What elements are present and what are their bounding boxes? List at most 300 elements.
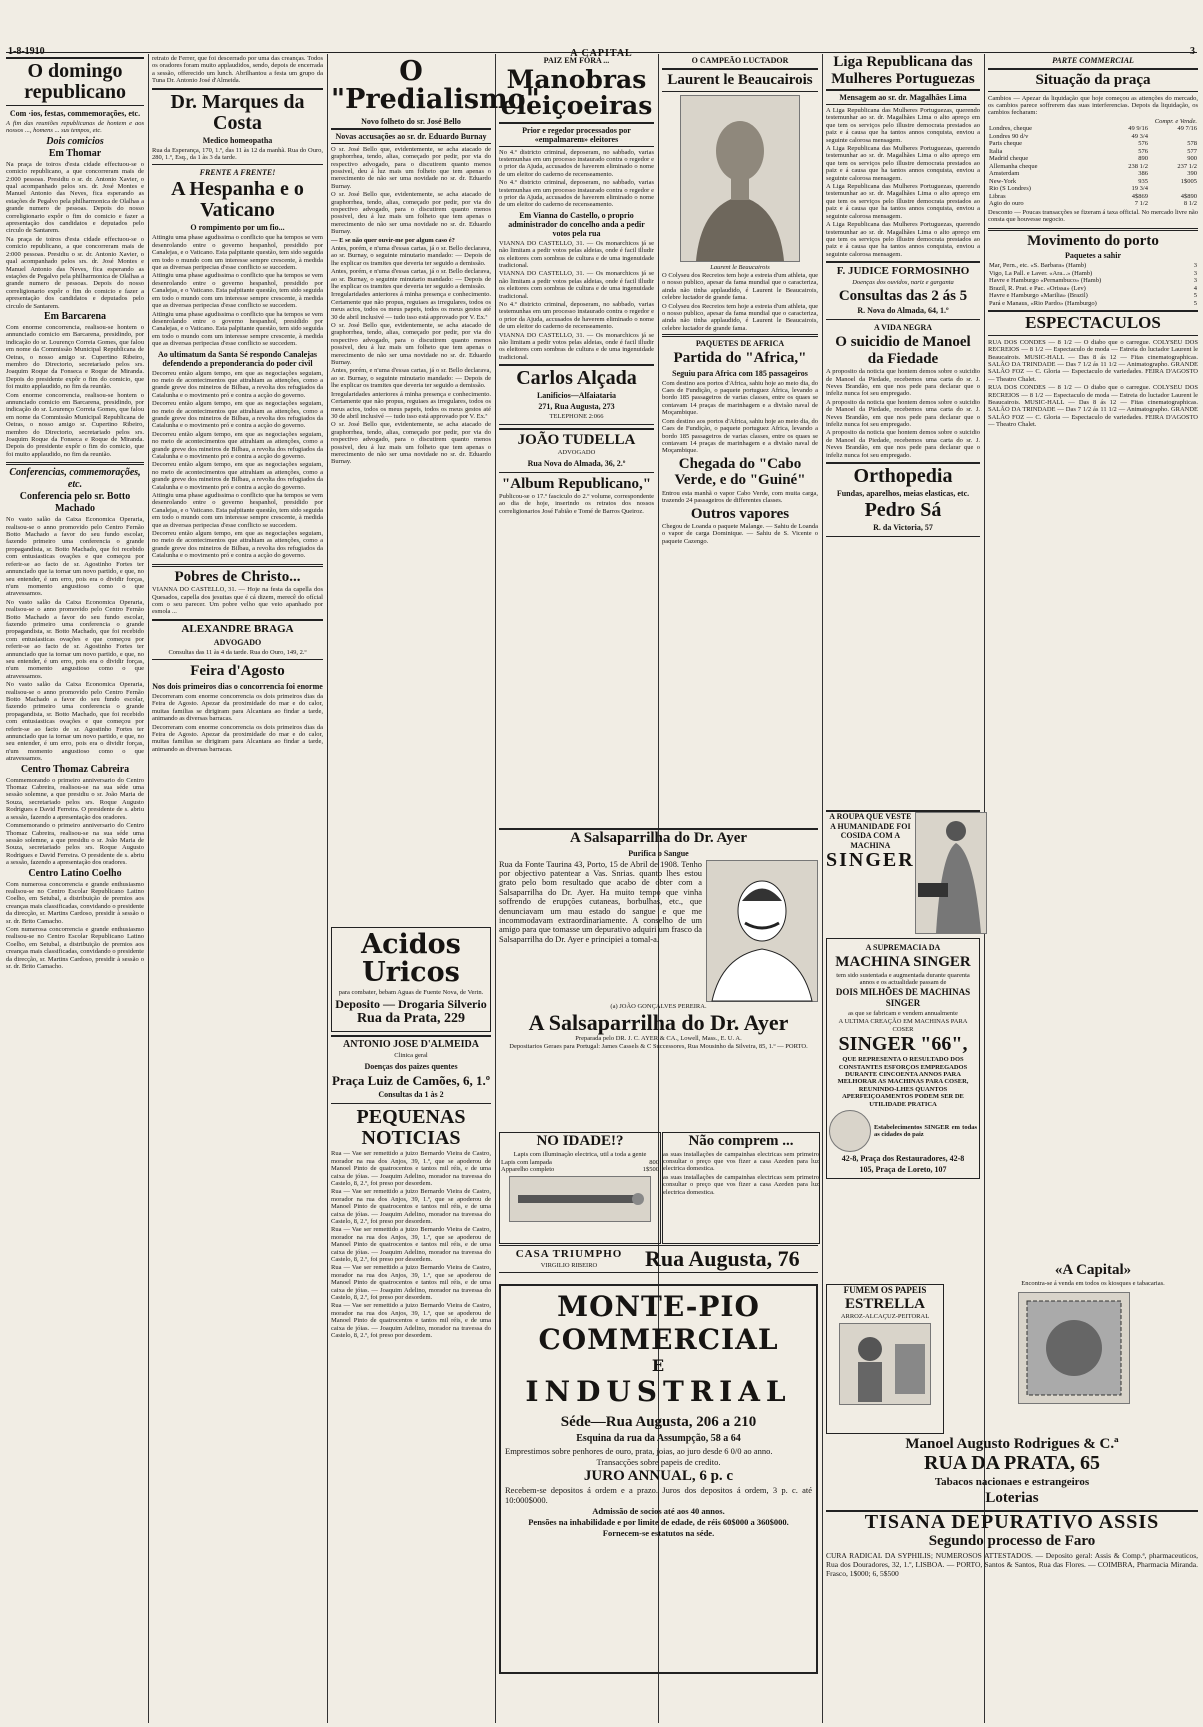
- text-chegada: Entrou esta manhã o vapor Cabo Verde, com muita carga, trazendo 24 passageiros de differentes classes.: [662, 489, 818, 505]
- section-vida-negra: A VIDA NEGRA: [873, 323, 933, 333]
- section-paquetes: PAQUETES DE AFRICA: [662, 334, 818, 348]
- headline-partida: Partida do "Africa,": [673, 350, 807, 367]
- text-latino-2: Com numerosa concorrencia e grande enthusiasmo realisou-se no Centro Escolar Republicano Latino Coelho, em Setubal, a distribuição de premios aos creanças mais classificadas, convidando o presidente da direcção, sr. Martins Cardoso, presidir à sessão o sr. dr. Brito Camacho.: [6, 925, 144, 970]
- text-partida: Com destino aos portos d'Africa, sahiu hoje ao meio dia, do Caes de Fundição, o paquete portuguez Africa, levando a bordo 185 passageiros de varias classes, entre os quaes se contavam 14 praças de marinhagem e a divisão naval de Moçambique.: [662, 379, 818, 417]
- alcada-name: Carlos Alçada: [516, 367, 637, 390]
- ayer-head: A Salsaparrilha do Dr. Ayer: [569, 830, 748, 846]
- rate-row: [988, 170, 1198, 178]
- montepio-sede: Séde—Rua Augusta, 206 a 210: [560, 1414, 757, 1430]
- steamer-day: 3: [1193, 277, 1197, 285]
- montepio-text-3: Recebem-se depositos á ordem e a prazo. Juros dos depositos á ordem, 3 p. c. até 10:000$000.: [505, 1485, 812, 1505]
- column-6: [826, 54, 980, 824]
- text-hespanha-6: Decorreu então algum tempo, em que as negociações seguiam, no meio de acontecimentos que attrahiam as attenções, como a grande greve dos mineiros de Bilbau, a revolta dos refugiados da Catalunha e o movimento pró e contra a acção do governo.: [152, 430, 323, 460]
- text-hespanha-7: Decorreu então algum tempo, em que as negociações seguiam, no meio de acontecimentos que attrahiam as attenções, como a grande greve dos mineiros de Bilbau, a revolta dos refugiados da Catalunha e o movimento pró e contra a acção do governo.: [152, 461, 323, 491]
- headline-liga: Liga Republicana das Mulheres Portuguezas: [831, 54, 975, 87]
- rates-header-cell: Compr. e Vende.: [1154, 117, 1197, 125]
- text-hespanha-2: Attingiu uma phase agudissima o conflicto que ha tempos se vem desenrolando entre o governo hespanhol, presidido por Canalejas, e o Vaticano. Esta palpitante questão, tem sido seguida em todo o mundo com um interesse sempre crescente, à medida que as diversas peripecias d'esse conflicto se succedem.: [152, 272, 323, 310]
- laurent-illustration: [681, 96, 799, 261]
- rate-label: Madrid cheque: [989, 155, 1029, 163]
- ad-marques-costa: [152, 88, 323, 166]
- manoel-name: Manoel Augusto Rodrigues & C.ª: [905, 1436, 1119, 1452]
- almeida-text: Doenças dos paizes quentes: [364, 1061, 458, 1071]
- laurent-portrait: [680, 95, 800, 262]
- rate-label: Paris cheque: [989, 140, 1023, 148]
- text-feira: Decorreram com enorme concorrencia os dois primeiros dias da Feira de Agosto. Apezar da proximidade do mar e do calor, muitas familias se dirigiram para Alcantara ao findar a tarde, animando as diversas barracas.: [152, 692, 323, 723]
- steamer-row: [988, 262, 1198, 270]
- steamer-row: [988, 270, 1198, 278]
- ayer-big-head: A Salsaparrilha do Dr. Ayer: [528, 1009, 789, 1035]
- doctor-name: Dr. Marques da Costa: [170, 90, 305, 134]
- singer-text-2: as que se fabricam e vendem annualmente: [848, 1009, 958, 1017]
- column-7: [988, 54, 1198, 824]
- judice-address: R. Nova do Almada, 64, 1.º: [857, 306, 949, 316]
- montepio-line-1: MONTE-PIO COMMERCIAL: [538, 1290, 779, 1356]
- tisana-text: CURA RADICAL DA SYPHILIS; NUMEROSOS ATTESTADOS. — Deposito geral: Assis & Comp.ª, pharmaceuticos, Rua dos Douradores, 32, 1.º, LISBOA. — PORTO, Santos & Santos, Rua das Flores. — COIMBRA, Pharmacia Miranda. Frasco, 1$000; 6, 5$500: [826, 1550, 1198, 1578]
- almeida-hours: Consultas da 1 às 2: [378, 1090, 444, 1100]
- text-predialismo-6: O sr. José Bello que, evidentemente, se acha atacado de graphorrhea, tendo, alias, começado por pedir, por via do respectivo advogado, para o discutirem quanto menos possivel, deu á luz mais um folheto que tem apenas o merecimento de não ser uma novidade no sr. dr. Eduardo Burnay.: [331, 322, 491, 367]
- column-3: [331, 54, 540, 924]
- rate-value: 386: [1138, 170, 1148, 178]
- ayer-sub: Purifica o Sangue: [628, 848, 689, 858]
- manoel-text: Tabacos nacionaes e estrangeiros: [934, 1475, 1090, 1488]
- text-suicidio: A proposito da noticia que hontem demos sobre o suicidio de Manoel da Piedade, recebemos uma carta do sr. J. Neves Brandão, em que nos pede para declarar que o infeliz nunca foi seu empregado.: [826, 368, 980, 398]
- steamer-route: Havre e Hamburgo «Marilia» (Brazil): [989, 292, 1088, 300]
- rate-row: [988, 185, 1198, 193]
- text-liga: A Liga Republicana das Mulheres Portuguezas, querendo testemunhar ao sr. dr. Magalhães Lima o alto apreço em que tem os serviços pelo illustre democrata prestados ao paiz e á causa que ha tantos annos conquista, enviou a seguinte calorosa mensagem.: [826, 107, 980, 144]
- headline-movimento: Movimento do porto: [988, 228, 1198, 250]
- singer-text-4: QUE REPRESENTA O RESULTADO DOS CONSTANTES ESFORÇOS EMPREGADOS DURANTE CINCOENTA ANNOS PARA MELHORAR AS MACHINAS PARA COSER, REUNINDO-LHES QUANTOS APERFEIÇOAMENTOS PODEM SER DE UTILIDADE PRATICA: [837, 1056, 969, 1108]
- subhead-hespanha-2: Ao ultimatum da Santa Sé respondo Canalejas defendendo a preponderancia do poder civil: [158, 349, 317, 368]
- rate-row: [988, 125, 1198, 133]
- text-vianna-4: VIANNA DO CASTELLO, 31. — Os monarchicos já se não limitam a pedir votos pelas aldeias, onde é facil illudir os eleitores com sombras de cultura e de uma ingenuidade tradicional.: [499, 331, 654, 361]
- text-pequenas-4: Rua — Vae ser remettido a juizo Bernardo Vieira de Castro, morador na rua dos Anjos, 39, 1.º, que se apoderou de Manoel Pinto de quatrocentos e tantos mil réis, e de uma caixa de jóias. — Joaquim Adelino, morador na travessa do Castelo, 8, 2.º, foi preso por desordem.: [331, 1264, 491, 1301]
- rate-value: 49 3/4: [1131, 132, 1148, 140]
- braga-text: Consultas das 11 às 4 da tarde. Rua do Ouro, 149, 2.º: [168, 649, 307, 656]
- ayer-signature: (a) JOÃO GONÇALVES PEREIRA.: [610, 1002, 707, 1010]
- text-cabreira-2: Commemorando o primeiro anniversario do Centro Thomaz Cabreira, realisou-se na sua séde uma sessão solemne, a que presidiu o sr. João Maria de Souza, secretariado pelos srs. Roque Augusto Rodrigues e David Ferreira. O presidente de s. abriu a sessão, fazendo a apresentação dos oradores.: [6, 822, 144, 867]
- text-predialismo-3: Antes, porém, e n'uma d'essas cartas, já o sr. Bello declarava, ao sr. Burnay, o seguinte minutario mandado: — Depois de lhe explicar os tramites que deveria ter seguido a demissão.: [331, 244, 491, 267]
- text-hespanha-9: Decorreu então algum tempo, em que as negociações seguiam, no meio de acontecimentos que attrahiam as attenções, como a grande greve dos mineiros de Bilbau, a revolta dos refugiados da Catalunha e o movimento pró e contra a acção do governo.: [152, 530, 323, 560]
- page-number: 3: [1190, 46, 1195, 57]
- headline-hespanha: A Hespanha e o Vaticano: [171, 178, 304, 222]
- ortho-head: Orthopedia: [853, 465, 953, 488]
- singer-lady-illustration: [915, 812, 987, 934]
- almeida-address: Praça Luiz de Camões, 6, 1.º: [331, 1072, 491, 1088]
- steamer-day: 5: [1193, 299, 1197, 307]
- text-cambios: Cambios — Apezar da liquidação que hoje começou as attenções do mercado, os cambios parece soffrerem das suas interferencias. Depois da liquidação, os cambios fecharam:: [988, 94, 1198, 117]
- rate-value: 577: [1187, 147, 1197, 155]
- text-thomar: Na praça de toiros d'esta cidade effectuou-se o comicio republicano, a que concorreram mais de 2:000 pessoas. Presidiu o sr. dr. Antonio Xavier, o qual acompanhado pelos srs. dr. José Montes e Manuel Antonio das Neves, fica esperando as estações de Pegalvo pela philharmonica de Olalhas a grande numero de pessoas. Depois do nosso correligionario expôr o fim do comicio e fazer a apresentação dos candidatos e deputados pelo circulo de Santarem.: [6, 160, 144, 235]
- ayer-text: Rua da Fonte Taurina 43, Porto, 15 de Abril de 1908. Tenho por objectivo patentear a Vas. Snrias. quanto lhes estou grato pelo bom resultado que acabo de obter com a Salsaparrilha do Dr. Ayer. Ha muito tempo que vinha soffrendo de erupções cutaneas, borbulhas, etc., que denunciavam um mau estado do sangue e que me incommodavam extraordinariamente. A conselho de um amigo para que tomasse um depurativo adquiri um frasco da Salsaparrilha do Dr. Ayer e principiei a tomal-a.: [499, 859, 702, 944]
- subhead-partida: Seguiu para Africa com 185 passageiros: [672, 368, 808, 378]
- text-botto-2: No vasto salão da Caixa Economica Operaria, realisou-se o anno promovido pelo Centro Fernão Botto Machado a favor do seu fundo escolar, fazendo primeiro uma conferencia o grande propagandista, sr. Botto Machado, que foi recebido com entusiasticas ovações e que começou por referir-se ao facto de sr. Agostinho Fortes ter annunciado que ia tornar um novo partido, e que, no seu entender, é um erro, pois era o dividir forças, n'um momento angustioso como o que atravessamos.: [6, 598, 144, 680]
- novidade-head: NO IDADE!?: [536, 1133, 624, 1149]
- singer-brand: SINGER: [826, 849, 915, 872]
- novidade-text: Lapis com illuminação electrica, util a toda a gente: [513, 1150, 647, 1158]
- capital-head: «A Capital»: [1054, 1262, 1132, 1278]
- tudella-title: ADVOGADO: [557, 449, 596, 457]
- text-partida-2: Com destino aos portos d'Africa, sahiu hoje ao meio dia, do Caes de Fundição, o paquete portuguez Africa, levando a bordo 185 passageiros de varias classes, entre os quaes se contavam 14 praças de marinhagem e a divisão naval de Moçambique.: [662, 417, 818, 455]
- judice-title: Doenças dos ouvidos, nariz e garganta: [852, 279, 954, 287]
- rate-value: 576: [1138, 147, 1148, 155]
- casa-owner: VIRGILIO RIBEIRO: [540, 1261, 598, 1269]
- text-liga-2: A Liga Republicana das Mulheres Portuguezas, querendo testemunhar ao sr. dr. Magalhães Lima o alto apreço em que tem os serviços pelo illustre democrata prestados ao paiz e á causa que ha tantos annos conquista, enviou a seguinte calorosa mensagem.: [826, 145, 980, 182]
- steamer-row: [988, 277, 1198, 285]
- ayer-maker: Preparada pelo DR. J. C. AYER & CA., Lowell, Mass., E. U. A.: [575, 1035, 742, 1042]
- section-botto-machado: Conferencia pelo sr. Botto Machado: [19, 491, 131, 515]
- text-predialismo-5: Irregularidades anteriores á minha presença e conhecimento. Certamente que não propus, reguiaes as irregulares, todos os meus actos, todos os meus papeis, todos os meus gestos até 30 de abril inclusivé — tudo isso está approvado por V. Ex.ª: [331, 291, 491, 321]
- novidade-prices: [500, 1159, 660, 1174]
- text-barcarena: Com enorme concorrencia, realisou-se hontem o annunciado comicio em Barcarena, presidindo, por indicação do sr. Lourenço Correia Gomes, que falou em nome da Commissão Municipal Republicana de Oeiras, o nosso amigo sr. Cupertino Ribeiro, membro do Directorio, secretariado pelos srs. Joaquim Roque da Fonseca e Roque de Miranda. Depois do presidente expôr o fim do comicio, que foi muito applaudido, no fim da reunião.: [6, 323, 144, 391]
- steamer-day: 5: [1193, 292, 1197, 300]
- ad-casa-triumpho: [499, 1245, 818, 1273]
- text-pequenas-5: Rua — Vae ser remettido a juizo Bernardo Vieira de Castro, morador na rua dos Anjos, 39, 1.º, que se apoderou de Manoel Pinto de quatrocentos e tantos mil réis, e de uma caixa de jóias. — Joaquim Adelino, morador na travessa do Castelo, 8, 2.º, foi preso por desordem.: [331, 1302, 491, 1340]
- singer-millions: DOIS MILHÕES DE MACHINAS SINGER: [835, 987, 971, 1009]
- judice-name: F. JUDICE FORMOSINHO: [836, 265, 970, 278]
- rate-value: 238 1/2: [1128, 162, 1148, 170]
- text-predialismo-9: O sr. José Bello que, evidentemente, se acha atacado de graphorrhea, tendo, alias, começado por pedir, por via do respectivo advogado, para o discutirem quanto menos possivel, deu á luz mais um folheto que tem apenas o merecimento de não ser uma novidade no sr. dr. Eduardo Burnay.: [331, 421, 491, 466]
- rate-label: Londres, cheque: [989, 125, 1032, 133]
- capital-text: Encontra-se á venda em todos os kiosques e tabacarias.: [1021, 1279, 1165, 1287]
- acidos-address: Rua da Prata, 229: [356, 1011, 466, 1027]
- text-thomar-2: Na praça de toiros d'esta cidade effectuou-se o comicio republicano, a que concorreram mais de 2:000 pessoas. Presidiu o sr. dr. Antonio Xavier, o qual acompanhado pelos srs. dr. José Montes e Manuel Antonio das Neves, fica esperando as estações de Pegalvo pela philharmonica de Olalhas a grande numero de pessoas. Depois do nosso correligionario expôr o fim do comicio e fazer a apresentação dos candidatos e deputados pelo circulo de Santarem.: [6, 235, 144, 310]
- montepio-text-1: Emprestimos sobre penhores de ouro, prata, joias, ao juro desde 6 0/0 ao anno.: [505, 1445, 773, 1456]
- estrella-brand: ESTRELLA: [844, 1295, 926, 1312]
- rate-value: 4$869: [1131, 192, 1148, 200]
- ad-acidos-uricos: [331, 927, 491, 1032]
- masthead: [6, 8, 1197, 59]
- alcada-sub: Lanificios—Alfaiataria: [536, 391, 617, 401]
- column-1: [6, 54, 144, 1723]
- kicker-commercial: PARTE COMMERCIAL: [1052, 56, 1134, 65]
- text-manobras-2: No 4.º districto criminal, deposeram, no sabbado, varias testemunhas em um processo instaurado contra o regedor e o prior da Ajuda, accusados de haverem eliminado o nome de um eleitor do caderno de recenseamento.: [499, 179, 654, 209]
- text-vianna: VIANNA DO CASTELLO, 31. — Os monarchicos já se não limitam a pedir votos pelas aldeias, onde é facil illudir os eleitores com sombras de cultura e de uma ingenuidade tradicional.: [499, 239, 654, 269]
- montepio-text-4: Admissão de socios até aos 40 annos.: [592, 1506, 725, 1516]
- tudella-address: Rua Nova do Almada, 36, 2.º: [527, 458, 626, 468]
- laurent-caption: Laurent le Beaucairois: [710, 263, 770, 271]
- text-laurent-2: O Colyseu dos Recreios tem hoje a estreia d'um athleta, que o nosso publico, apesar da fama mundial que o caracteriza, ainda não tinha applaudido, é Laurent le Beaucairois, celebre luctador de grande fama.: [662, 302, 818, 332]
- estrella-illustration: [839, 1323, 931, 1405]
- tisana-sub: Segundo processo de Faro: [928, 1533, 1096, 1549]
- column-4: [499, 54, 654, 824]
- headline-situacao: Situação da praça: [988, 68, 1198, 92]
- acidos-text: para combater, bebam Aguas de Fuente Nova, de Verin.: [338, 988, 484, 996]
- rate-value: 8 1/2: [1183, 200, 1197, 208]
- ad-alexandre-braga: [152, 619, 323, 661]
- steamer-route: Vigo, La Pall. e Laver. «Ara...» (Hamb): [989, 269, 1093, 277]
- headline-manobras: Manobras eleiçoeiras: [500, 65, 653, 121]
- rate-value: 7 1/2: [1134, 200, 1148, 208]
- smoker-icon: [840, 1324, 930, 1404]
- text-suicidio-3: A proposito da noticia que hontem demos sobre o suicidio de Manoel da Piedade, recebemos uma carta do sr. J. Neves Brandão, em que nos pede para declarar que o infeliz nunca foi seu empregado.: [826, 429, 980, 459]
- ad-manoel-rodrigues: [826, 1436, 1198, 1508]
- acidos-deposito: Deposito — Drogaria Silverio: [335, 997, 487, 1012]
- rate-value: 935: [1138, 177, 1148, 185]
- ad-salsaparrilha-ayer: [499, 828, 818, 1132]
- text-predialismo-4: Antes, porém, e n'uma d'essas cartas, já o sr. Bello declarava, ao sr. Burnay, o seguinte minutario mandado: — Depois de lhe explicar os tramites que deveria ter seguido a demissão.: [331, 268, 491, 290]
- headline-album: "Album Republicano,": [501, 475, 652, 492]
- steamer-route: Havre e Hamburgo «Pernambuco» (Hamb): [989, 277, 1102, 285]
- steamer-row: [988, 292, 1198, 300]
- text-hespanha-4: Decorreu então algum tempo, em que as negociações seguiam, no meio de acontecimentos que attrahiam as attenções, como a grande greve dos mineiros de Bilbau, a revolta dos refugiados da Catalunha e o movimento pró e contra a acção do governo.: [152, 369, 323, 399]
- rate-label: New-York: [989, 177, 1017, 185]
- text-col2-top: retrato de Ferrer, que foi descerrado por uma das creanças. Todos os oradores foram muito applaudidos, sendo, depois de encerrada a sessão, offerecido um lunch. Abrilhantou a festa um grupo da Tuna Dr. Antonio José d'Almeida.: [152, 55, 323, 85]
- singer-66: SINGER "66",: [838, 1033, 968, 1056]
- comprem-head: Não comprem ...: [688, 1133, 794, 1149]
- text-outros: Chegou de Loanda o paquete Malange. — Sahiu de Loanda o vapor de carga Dominique. — Sahiu de S. Vicente o paquete Cazengo.: [662, 523, 818, 545]
- lamp-illustration: [509, 1176, 651, 1222]
- subhead-manobras: Prior e regedor processados por «empalmarem» eleitores: [499, 122, 654, 147]
- casa-name: CASA TRIUMPHO: [515, 1247, 623, 1260]
- column-3-lower: [331, 925, 491, 1723]
- subhead-domingo: Com ·ios, festas, commemorações, etc.: [9, 109, 141, 118]
- rate-value: [1149, 185, 1198, 193]
- rate-value: 578: [1187, 140, 1197, 148]
- rate-value: 49 7/16: [1177, 125, 1197, 133]
- rate-row: [988, 163, 1198, 171]
- estrella-sub: ARROZ-ALCAÇUZ-PEITORAL: [840, 1313, 930, 1321]
- text-manobras: No 4.º districto criminal, deposeram, no sabbado, varias testemunhas em um processo instaurado contra o regedor e o prior da Ajuda, accusados de haverem eliminado o nome de um eleitor do caderno de recenseamento.: [499, 148, 654, 178]
- text-suicidio-2: A proposito da noticia que hontem demos sobre o suicidio de Manoel da Piedade, recebemos uma carta do sr. J. Neves Brandão, em que nos pede para declarar que o infeliz nunca foi seu empregado.: [826, 398, 980, 429]
- section-thomar: Em Thomar: [48, 147, 102, 159]
- steamer-table: [988, 262, 1198, 307]
- singer-top: A ROUPA QUE VESTE A HUMANIDADE FOI COSIDA COM A MACHINA: [829, 812, 912, 850]
- kicker-paiz: PAIZ EM FÓRA ...: [543, 56, 610, 65]
- novidade-price-1: 800: [649, 1158, 659, 1166]
- ortho-name: Pedro Sá: [864, 499, 942, 522]
- montepio-juro: JURO ANNUAL, 6 p. c: [583, 1467, 734, 1484]
- montepio-esquina: Esquina da rua da Assumpção, 58 a 64: [576, 1432, 741, 1444]
- text-pequenas-2: Rua — Vae ser remettido a juizo Bernardo Vieira de Castro, morador na rua dos Anjos, 39, 1.º, que se apoderou de Manoel Pinto de quatrocentos e tantos mil réis, e de uma caixa de jóias. — Joaquim Adelino, morador na travessa do Castelo, 8, 2.º, foi preso por desordem.: [331, 1188, 491, 1225]
- subhead-vianna: Em Vianna do Castello, o proprio administrador do concelho anda a pedir votos pela rua: [508, 210, 645, 238]
- section-barcarena: Em Barcarena: [43, 310, 107, 322]
- montepio-text-6: Fornecem-se estatutos na séde.: [602, 1528, 715, 1538]
- ortho-sub: Fundas, aparelhos, meias elasticas, etc.: [836, 489, 970, 499]
- headline-predialismo: O "Predialismo": [331, 56, 540, 116]
- ad-novidade: [499, 1132, 661, 1244]
- singer-machina: MACHINA SINGER: [835, 954, 971, 970]
- text-cabreira: Commemorando o primeiro anniversario do Centro Thomaz Cabreira, realisou-se na sua séde uma sessão solemne, a que presidiu o sr. João Maria de Souza, secretariado pelos srs. Roque Augusto Rodrigues e David Ferreira. O presidente de s. abriu a sessão, fazendo a apresentação dos oradores.: [6, 776, 144, 821]
- comprem-text: as suas installações de campainhas electricas sem primeiro consultar o preço que vos fizer a casa Azeden para luz electrica domestica.: [663, 1150, 819, 1173]
- ad-nao-comprem: [662, 1132, 820, 1244]
- headline-chegada: Chegada do "Cabo Verde, e do "Guiné": [674, 455, 806, 489]
- steamer-route: Brazil, R. Prat. e Pac. «Orissa» (Lev): [989, 284, 1086, 292]
- text-botto: No vasto salão da Caixa Economica Operaria, realisou-se o anno promovido pelo Centro Fernão Botto Machado a favor do seu fundo escolar, fazendo primeiro uma conferencia o grande propagandista, sr. Botto Machado, que foi recebido com entusiasticas ovações e que começou por referir-se ao facto de sr. Agostinho Fortes ter annunciado que ia tornar um novo partido, e que, no seu entender, é um erro, pois era o dividir forças, n'um momento angustioso como o que atravessamos.: [6, 516, 144, 598]
- rate-label: Rio (S Londres): [989, 185, 1031, 193]
- headline-feira: Feira d'Agosto: [190, 663, 285, 680]
- steamer-row: [988, 285, 1198, 293]
- steamer-day: 3: [1193, 269, 1197, 277]
- rate-row: [988, 140, 1198, 148]
- text-pequenas: Rua — Vae ser remettido a juizo Bernardo Vieira de Castro, morador na rua dos Anjos, 39, 1.º, que se apoderou de Manoel Pinto de quatrocentos e tantos mil réis, e de uma caixa de jóias. — Joaquim Adelino, morador na travessa do Castelo, 8, 2.º, foi preso por desordem.: [331, 1150, 491, 1187]
- rate-row: [988, 178, 1198, 186]
- rate-label: Amsterdam: [989, 170, 1020, 178]
- judice-hours: Consultas das 2 ás 5: [838, 287, 968, 304]
- braga-title: ADVOGADO: [213, 638, 262, 647]
- text-vianna-2: VIANNA DO CASTELLO, 31. — Os monarchicos já se não limitam a pedir votos pelas aldeias, onde é facil illudir os eleitores com sombras de cultura e de uma ingenuidade tradicional.: [499, 270, 654, 300]
- ad-singer: [826, 810, 980, 1282]
- text-feira-2: Decorreram com enorme concorrencia os dois primeiros dias da Feira de Agosto. Apezar da proximidade do mar e do calor, muitas familias se dirigiram para Alcantara ao findar a tarde, animando as diversas barracas.: [152, 723, 323, 753]
- doctor-text: Rua da Esperança, 170, 1.º, das 11 às 12 da manhã. Rua do Ouro, 280, 1.º, Esq., da 1 às 3 da tarde.: [152, 146, 323, 162]
- text-album: Publicou-se o 17.º fasciculo do 2.º volume, correspondente ao dia de hoje, inserindo os retratos dos nossos correligionarios José Fabião e Tomé de Barros Queiroz.: [499, 493, 654, 515]
- headline-laurent: Laurent le Beaucairois: [662, 68, 818, 92]
- rate-label: Italia: [989, 147, 1003, 155]
- ad-judice: [826, 261, 980, 320]
- frente-a-frente: FRENTE A FRENTE!: [199, 168, 276, 178]
- text-botto-3: No vasto salão da Caixa Economica Operaria, realisou-se o anno promovido pelo Centro Fernão Botto Machado a favor do seu fundo escolar, fazendo primeiro uma conferencia o grande propagandista, sr. Botto Machado, que foi recebido com entusiasticas ovações e que começou por referir-se ao facto de sr. Agostinho Fortes ter annunciado que ia tornar um novo partido, e que, no seu entender, é um erro, pois era o dividir forças, n'um momento angustioso como o que atravessamos.: [6, 681, 144, 763]
- rate-label: Agio do ouro: [989, 200, 1024, 208]
- headline-espectaculos: ESPECTACULOS: [988, 310, 1198, 336]
- subhead-hespanha: O rompimento por um fio...: [190, 223, 285, 233]
- steamer-day: 3: [1193, 262, 1197, 270]
- casa-address: Rua Augusta, 76: [645, 1246, 800, 1272]
- singer-address-2: 105, Praça de Loreto, 107: [859, 1164, 947, 1174]
- ad-orthopedia: [826, 462, 980, 537]
- section-latino-coelho: Centro Latino Coelho: [28, 867, 122, 879]
- text-hespanha-8: Attingiu uma phase agudissima o conflicto que ha tempos se vem desenrolando entre o governo hespanhol, presidido por Canalejas, e o Vaticano. Esta palpitante questão, tem sido seguida em todo o mundo com um interesse sempre crescente, à medida que as diversas peripecias d'esse conflicto se succedem.: [152, 492, 323, 529]
- newspaper-title: A CAPITAL: [570, 48, 633, 59]
- text-predialismo-8: Irregularidades anteriores á minha presença e conhecimento. Certamente que não propus, reguiaes as irregulares, todos os meus actos, todos os meus papeis, todos os meus gestos até 30 de abril inclusivé — tudo isso está approvado por V. Ex.ª: [331, 390, 491, 420]
- rate-value: 237 1/2: [1177, 162, 1197, 170]
- text-espectaculos: RUA DOS CONDES — 8 1/2 — O diabo que o carregue. COLYSEU DOS RECREIOS — 8 1/2 — Espectaculo de moda — Estreia do luctador Laurent le Beaucairois. MUSIC-HALL — Das 8 ás 12 — Fitas cinematographicas. SALÃO DA TRINDADE — Das 7 1/2 ás 11 1/2 — Animatographo. GRANDE SALÃO FOZ — C. Gloria — Espectaculo de variedades. FEIRA D'AGOSTO — Theatro Chalet.: [988, 338, 1198, 383]
- subhead-predialismo-2: Novas accusações ao sr. dr. Eduardo Burnay: [331, 128, 491, 144]
- rate-label: Londres 90 d/v: [989, 132, 1029, 140]
- rate-label: Libras: [989, 192, 1006, 200]
- rate-value: 49 9/16: [1128, 125, 1148, 133]
- ad-monte-pio: [499, 1284, 818, 1674]
- singer-text-1: tem sido sustentada e augmentada durante quarenta annos e os actualidade passam de: [836, 971, 970, 986]
- rate-row: [988, 133, 1198, 141]
- rate-value: 890: [1138, 155, 1148, 163]
- comprem-text-2: as suas installações de campainhas electricas sem primeiro consultar o preço que vos fizer a casa Azeden para luz electrica domestica.: [663, 1173, 819, 1196]
- alcada-phone: TELEPHONE 2:066: [549, 413, 604, 421]
- montepio-line-2: INDUSTRIAL: [525, 1375, 792, 1408]
- ayer-illustration: [707, 861, 817, 1001]
- braga-name: ALEXANDRE BRAGA: [181, 622, 294, 635]
- rate-value: 4$890: [1180, 192, 1197, 200]
- montepio-text-2: Transacções sobre papeis de credito.: [596, 1456, 721, 1467]
- text-espectaculos-2: RUA DOS CONDES — 8 1/2 — O diabo que o carregue. COLYSEU DOS RECREIOS — 8 1/2 — Espectaculo de moda — Estreia do luctador Laurent le Beaucairois. MUSIC-HALL — Das 8 ás 12 — Fitas cinematographicas. SALÃO DA TRINDADE — Das 7 1/2 ás 11 1/2 — Animatographo. GRANDE SALÃO FOZ — C. Gloria — Espectaculo de variedades. FEIRA D'AGOSTO — Theatro Chalet.: [988, 384, 1198, 429]
- singer-text-3: A ULTIMA CREAÇÃO EM MACHINAS PARA COSER: [838, 1018, 968, 1033]
- rate-row: [988, 200, 1198, 208]
- postage-stamp-icon: [1019, 1293, 1129, 1403]
- steamer-route: Mar, Pern., etc. «S. Barbara» (Hamb): [989, 262, 1087, 270]
- rate-value: 576: [1138, 140, 1148, 148]
- text-desconto: Desconto — Poucas transacções se fizeram á taxa official. No mercado livre não consta que houvesse negocio.: [988, 208, 1198, 224]
- text-predialismo-2: O sr. José Bello que, evidentemente, se acha atacado de graphorrhea, tendo, alias, começado por pedir, por via do respectivo advogado, para o discutirem quanto menos possivel, deu á luz mais um folheto que tem apenas o merecimento de não ser uma novidade no sr. dr. Eduardo Burnay.: [331, 191, 491, 236]
- acidos-head: Acidos Uricos: [361, 929, 461, 989]
- text-barcarena-2: Com enorme concorrencia, realisou-se hontem o annunciado comicio em Barcarena, presidindo, por indicação do sr. Lourenço Correia Gomes, que falou em nome da Commissão Municipal Republicana de Oeiras, o nosso amigo sr. Cupertino Ribeiro, membro do Directorio, secretariado pelos srs. Joaquim Roque da Fonseca e Roque de Miranda. Depois do presidente expôr o fim do comicio, que foi muito applaudido, no fim da reunião.: [6, 391, 144, 458]
- kicker-luctador: O CAMPEÃO LUCTADOR: [691, 56, 789, 65]
- rate-value: [1149, 133, 1198, 141]
- rate-value: 19 3/4: [1131, 185, 1148, 193]
- ayer-portrait: [706, 860, 818, 1002]
- novidade-item-1: Lapis com lampada: [501, 1158, 552, 1166]
- novidade-price-2: 1$500: [642, 1166, 659, 1174]
- rate-row: [988, 148, 1198, 156]
- column-5: [662, 54, 818, 824]
- rate-row: [988, 193, 1198, 201]
- text-pobres: VIANNA DO CASTELLO, 31. — Hoje na festa da capella dos Quesados, capella dos jesuitas que é cá dizem, merecê do ofícial com o seu parecer. Um pobre velho que veio apanhado por esmola ...: [152, 586, 323, 616]
- section-cabreira: Centro Thomaz Cabreira: [20, 763, 130, 775]
- text-pequenas-3: Rua — Vae ser remettido a juizo Bernardo Vieira de Castro, morador na rua dos Anjos, 39, 1.º, que se apoderou de Manoel Pinto de quatrocentos e tantos mil réis, e de uma caixa de jóias. — Joaquim Adelino, morador na travessa do Castelo, 8, 2.º, foi preso por desordem.: [331, 1226, 491, 1263]
- ad-antonio-almeida: [331, 1035, 491, 1104]
- text-liga-4: A Liga Republicana das Mulheres Portuguezas, querendo testemunhar ao sr. dr. Magalhães Lima o alto apreço em que tem os serviços pelo illustre democrata prestados ao paiz e á causa que ha tantos annos conquista, enviou a seguinte calorosa mensagem.: [826, 221, 980, 258]
- alcada-address: 271, Rua Augusta, 273: [538, 402, 615, 412]
- almeida-name: ANTONIO JOSE D'ALMEIDA: [343, 1039, 479, 1051]
- estrella-head: FUMEM OS PAPEIS: [843, 1285, 927, 1295]
- ad-tisana-assis: [826, 1510, 1198, 1652]
- ad-joao-tudella: [499, 428, 654, 473]
- issue-date: 1-8-1910: [8, 46, 45, 57]
- manoel-address: RUA DA PRATA, 65: [924, 1451, 1100, 1474]
- singer-logo: [829, 1110, 871, 1152]
- stamp-area: [950, 1284, 1198, 1434]
- tisana-head: TISANA DEPURATIVO ASSIS: [864, 1511, 1160, 1533]
- headline-pobres: Pobres de Christo...: [152, 564, 323, 586]
- text-hespanha-5: Decorreu então algum tempo, em que as negociações seguiam, no meio de acontecimentos que attrahiam as attenções, como a grande greve dos mineiros de Bilbau, a revolta dos refugiados da Catalunha e o movimento pró e contra a acção do governo.: [152, 400, 323, 430]
- headline-suicidio: O suicidio de Manoel da Fiedade: [835, 334, 971, 367]
- sewing-machine-icon: [916, 813, 986, 933]
- almeida-title: Clinica geral: [394, 1052, 428, 1060]
- text-liga-3: A Liga Republicana das Mulheres Portuguezas, querendo testemunhar ao sr. dr. Magalhães Lima o alto apreço em que tem os serviços pelo illustre democrata prestados ao paiz e á causa que ha tantos annos conquista, enviou a seguinte calorosa mensagem.: [826, 183, 980, 220]
- headline-domingo: O domingo republicano: [6, 57, 144, 106]
- ortho-address: R. da Victoria, 57: [873, 523, 933, 533]
- subhead-predialismo: Novo folheto do sr. José Bello: [361, 116, 461, 126]
- intro-domingo: A fim das reuniões republicanas de hontem e aos nossos ..., homens ... sus tempos, etc.: [6, 120, 144, 135]
- subhead-feira: Nos dois primeiros dias o concorrencia foi enorme: [152, 681, 323, 691]
- steamer-route: Pará e Manaus, «Rio Pardo» (Hamburgo): [989, 299, 1097, 307]
- steamer-day: 4: [1193, 284, 1197, 292]
- text-hespanha-3: Attingiu uma phase agudissima o conflicto que ha tempos se vem desenrolando entre o governo hespanhol, presidido por Canalejas, e o Vaticano. Esta palpitante questão, tem sido seguida em todo o mundo com um interesse sempre crescente, à medida que as diversas peripecias d'esse conflicto se succedem.: [152, 310, 323, 348]
- ayer-distributor: Depositarios Geraes para Portugal: James Cassels & C Successores, Rua Mousinho da Silveira, 85, 1.º — PORTO.: [509, 1043, 808, 1051]
- pencil-lamp-icon: [510, 1177, 650, 1221]
- section-conferencias: Conferencias, commemorações, etc.: [6, 462, 144, 491]
- manoel-loterias: Loterias: [985, 1489, 1039, 1506]
- text-latino: Com numerosa concorrencia e grande enthusiasmo realisou-se no Centro Escolar Republicano Latino Coelho, em Setubal, a distribuição de premios aos creanças mais classificadas, convidando o presidente da direcção, sr. Martins Cardoso, presidir à sessão o sr. dr. Brito Camacho.: [6, 880, 144, 925]
- quote-predialismo: — E se não quer ouvir-me por algum caso é?: [331, 236, 455, 244]
- ad-carlos-alcada: [499, 364, 654, 424]
- text-predialismo: O sr. José Bello que, evidentemente, se acha atacado de graphorrhea, tendo, alias, começado por pedir, por via do respectivo advogado, para o discutirem quanto menos possivel, deu á luz mais um folheto que tem apenas o merecimento de não ser uma novidade no sr. dr. Eduardo Burnay.: [331, 145, 491, 190]
- montepio-e: E: [651, 1356, 666, 1375]
- novidade-item-2: Apparelho completo: [501, 1166, 555, 1174]
- column-2: [152, 54, 323, 1723]
- rate-row: [988, 155, 1198, 163]
- text-vianna-3: No 4.º districto criminal, deposeram, no sabbado, varias testemunhas em um processo instaurado contra o regedor e o prior da Ajuda, accusados de haverem eliminado o nome de um eleitor do caderno de recenseamento.: [499, 301, 654, 331]
- stamp-illustration: [1018, 1292, 1130, 1404]
- rate-value: 900: [1187, 155, 1197, 163]
- headline-pequenas-noticias: PEQUENAS NOTICIAS: [356, 1106, 466, 1150]
- ad-estrella: [826, 1284, 944, 1434]
- text-hespanha: Attingiu uma phase agudissima o conflicto que ha tempos se vem desenrolando entre o governo hespanhol, presidido por Canalejas, e o Vaticano. Esta palpitante questão, tem sido seguida em todo o mundo com um interesse sempre crescente, à medida que as diversas peripecias d'esse conflicto se succedem.: [152, 234, 323, 272]
- montepio-text-5: Pensões na inhabilidade e por limite de edade, de réis 60$000 a 360$000.: [528, 1517, 789, 1527]
- rate-label: Allemanha cheque: [989, 162, 1038, 170]
- singer-address-1: 42-8, Praça dos Restauradores, 42-8: [841, 1153, 965, 1163]
- headline-outros: Outros vapores: [690, 505, 790, 522]
- rate-value: 1$005: [1180, 177, 1197, 185]
- subhead-liga: Mensagem ao sr. dr. Magalhães Lima: [826, 89, 980, 105]
- doctor-title: Medico homeopatha: [202, 135, 273, 145]
- steamer-row: [988, 300, 1198, 308]
- rate-value: 390: [1187, 170, 1197, 178]
- tudella-name: JOÃO TUDELLA: [517, 431, 636, 448]
- text-predialismo-7: Antes, porém, e n'uma d'essas cartas, já o sr. Bello declarava, ao sr. Burnay, o seguinte minutario mandado: — Depois de lhe explicar os tramites que deveria ter seguido a demissão.: [331, 367, 491, 390]
- singer-establishments: Estabelecimentos SINGER em todas as cidades do paiz: [874, 1123, 977, 1138]
- singer-supremacia: A SUPREMACIA DA: [865, 943, 941, 952]
- text-laurent: O Colyseu dos Recreios tem hoje a estreia d'um athleta, que o nosso publico, apesar da fama mundial que o caracteriza, ainda não tinha applaudido, é Laurent le Beaucairois, celebre luctador de grande fama.: [662, 271, 818, 302]
- exchange-rates-table: [988, 118, 1198, 208]
- section-comicios: Dois comicios: [46, 135, 104, 147]
